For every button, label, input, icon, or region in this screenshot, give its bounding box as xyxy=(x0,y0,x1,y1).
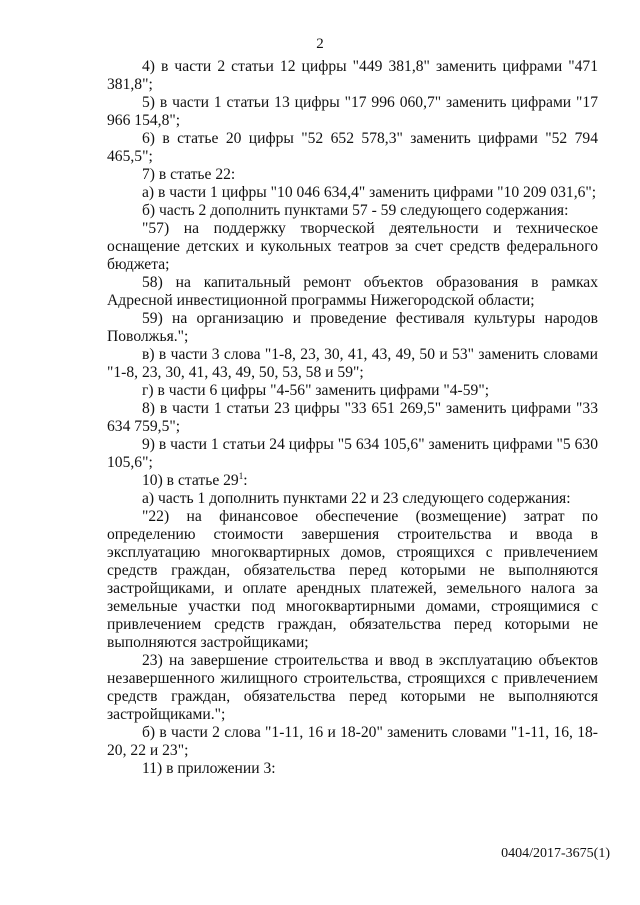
document-body xyxy=(107,58,598,778)
paragraph-item-10 xyxy=(107,472,598,490)
paragraph-item-7b: б) часть 2 дополнить пунктами 57 - 59 следующего содержания: xyxy=(142,202,569,219)
paragraph-item-7: 7) в статье 22: xyxy=(142,166,236,183)
paragraph-item-7g: г) в части 6 цифры "4-56" заменить цифрами "4-59"; xyxy=(142,382,490,399)
paragraph-point-57: "57) на поддержку творческой деятельности и техническое оснащение детских и кукольных театров за счет средств федерального бюджета; xyxy=(107,220,598,273)
paragraph-point-23: 23) на завершение строительства и ввод в эксплуатацию объектов незавершенного жилищного строительства, строящихся с привлечением средств граждан, обязательства перед которыми не выполняются застройщиками."; xyxy=(107,652,598,723)
paragraph-point-22: "22) на финансовое обеспечение (возмещение) затрат по определению стоимости завершения строительства и ввода в эксплуатацию многоквартирных домов, строящихся с привлечением средств граждан, обязательства перед которыми не выполняются застройщиками, и оплате арендных платежей, земельного налога за земельные участки под многоквартирными домами, строящимися с привлечением средств граждан, обязательства перед которыми не выполняются застройщиками; xyxy=(107,508,598,651)
paragraph-item-5: 5) в части 1 статьи 13 цифры "17 996 060,7" заменить цифрами "17 966 154,8"; xyxy=(107,94,598,129)
paragraph-point-59: 59) на организацию и проведение фестиваля культуры народов Поволжья."; xyxy=(107,310,598,345)
paragraph-item-10b: б) в части 2 слова "1-11, 16 и 18-20" заменить словами "1-11, 16, 18-20, 22 и 23"; xyxy=(107,724,598,759)
paragraph-item-10a: а) часть 1 дополнить пунктами 22 и 23 следующего содержания: xyxy=(142,490,571,507)
paragraph-item-8: 8) в части 1 статьи 23 цифры "33 651 269,5" заменить цифрами "33 634 759,5"; xyxy=(107,400,598,435)
document-code: 0404/2017-3675(1) xyxy=(501,846,610,861)
paragraph-item-7v: в) в части 3 слова "1-8, 23, 30, 41, 43, 49, 50 и 53" заменить словами "1-8, 23, 30, 41, 43, 49, 50, 53, 58 и 59"; xyxy=(107,346,598,381)
paragraph-item-4: 4) в части 2 статьи 12 цифры "449 381,8" заменить цифрами "471 381,8"; xyxy=(107,58,598,93)
item-10-suffix: : xyxy=(243,472,248,489)
page-number: 2 xyxy=(316,36,324,52)
paragraph-point-58: 58) на капитальный ремонт объектов образования в рамках Адресной инвестиционной программы Нижегородской области; xyxy=(107,274,598,309)
paragraph-item-6: 6) в статье 20 цифры "52 652 578,3" заменить цифрами "52 794 465,5"; xyxy=(107,130,598,165)
paragraph-item-11: 11) в приложении 3: xyxy=(142,760,276,777)
item-10-superscript: 1 xyxy=(238,470,244,481)
item-10-text: 10) в статье 29 xyxy=(142,472,239,489)
paragraph-item-9: 9) в части 1 статьи 24 цифры "5 634 105,6" заменить цифрами "5 630 105,6"; xyxy=(107,436,598,471)
paragraph-item-7a: а) в части 1 цифры "10 046 634,4" заменить цифрами "10 209 031,6"; xyxy=(142,184,597,201)
